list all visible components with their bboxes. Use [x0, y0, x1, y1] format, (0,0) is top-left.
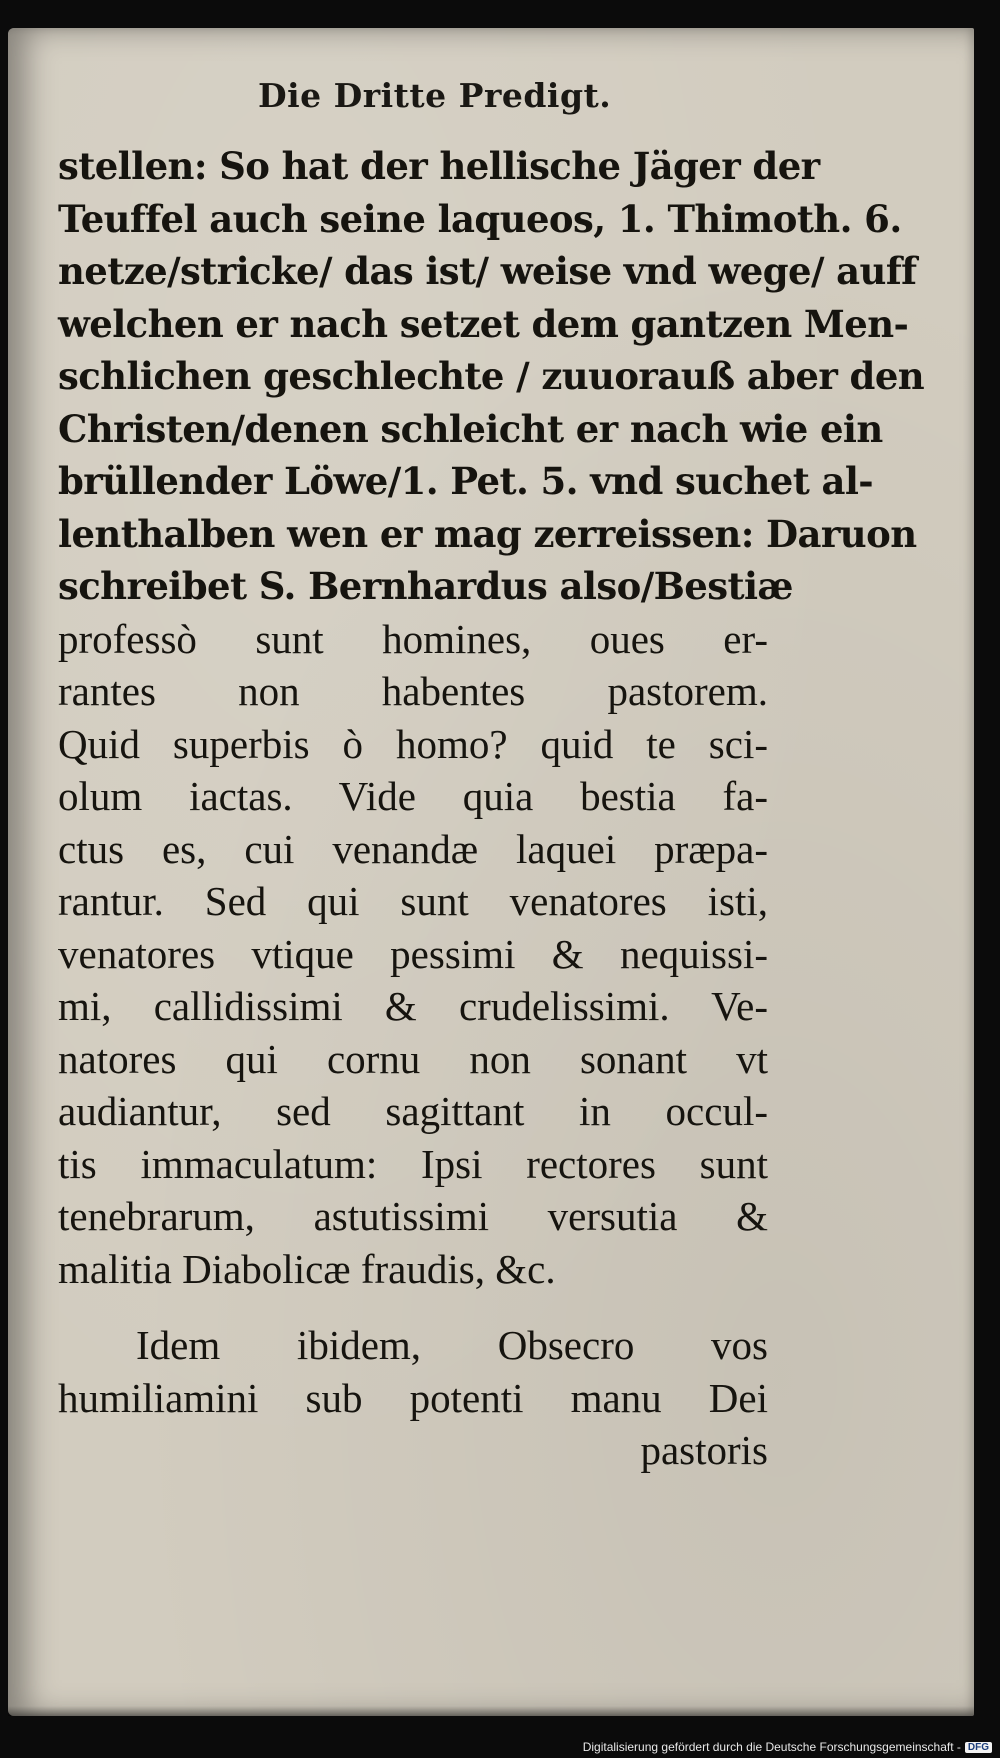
- text-line: schreibet S. Bernhardus also/Bestiæ: [58, 564, 793, 608]
- book-page: [8, 28, 974, 1716]
- text-line: malitia Diabolicæ fraudis, &c.: [58, 1245, 556, 1292]
- text-line: Teuffel auch seine laqueos, 1. Thimoth. 6.: [58, 196, 902, 241]
- text-line: professò sunt homines, oues er-: [58, 615, 768, 662]
- text-line: schlichen geschlechte / zuuorauß aber den: [58, 354, 925, 398]
- running-header: Die Dritte Predigt.: [258, 76, 612, 115]
- text-line: mi, callidissimi & crudelissimi. Ve-: [58, 983, 768, 1029]
- text-line: tenebrarum, astutissimi versutia &: [58, 1193, 768, 1239]
- text-line: ctus es, cui venandæ laquei præpa-: [58, 825, 768, 872]
- text-line: brüllender Löwe/1. Pet. 5. vnd suchet al-: [58, 459, 874, 503]
- digitization-footer: [583, 1740, 992, 1754]
- text-line: netze/stricke/ das ist/ weise vnd wege/ auff: [58, 249, 917, 293]
- text-line: Quid superbis ò homo? quid te sci-: [58, 720, 768, 767]
- text-line: lenthalben wen er mag zerreissen: Daruon: [58, 511, 917, 556]
- text-line: Idem ibidem, Obsecro vos: [136, 1322, 768, 1368]
- catchword: pastoris: [640, 1427, 768, 1473]
- footer-credit: Digitalisierung gefördert durch die Deutsche Forschungsgemeinschaft -: [582, 1740, 961, 1754]
- text-line: olum iactas. Vide quia bestia fa-: [58, 773, 768, 819]
- paragraph-gap: [58, 1295, 768, 1319]
- text-line: stellen: So hat der hellische Jäger der: [58, 144, 820, 188]
- text-line: Christen/denen schleicht er nach wie ein: [58, 406, 883, 451]
- paragraph-1: [58, 140, 925, 1295]
- text-line: humiliamini sub potenti manu Dei: [58, 1374, 768, 1421]
- text-line: natores qui cornu non sonant vt: [58, 1035, 768, 1082]
- text-line: rantes non habentes pastorem.: [58, 668, 768, 714]
- text-line: venatores vtique pessimi & nequissi-: [58, 930, 768, 977]
- text-line: rantur. Sed qui sunt venatores isti,: [58, 878, 768, 924]
- dfg-logo-icon: DFG: [965, 1742, 992, 1753]
- text-line: audiantur, sed sagittant in occul-: [58, 1088, 768, 1134]
- text-line: welchen er nach setzet dem gantzen Men-: [58, 301, 909, 346]
- page-body: [58, 140, 925, 1477]
- paragraph-2: [58, 1319, 768, 1477]
- text-line: tis immaculatum: Ipsi rectores sunt: [58, 1140, 768, 1187]
